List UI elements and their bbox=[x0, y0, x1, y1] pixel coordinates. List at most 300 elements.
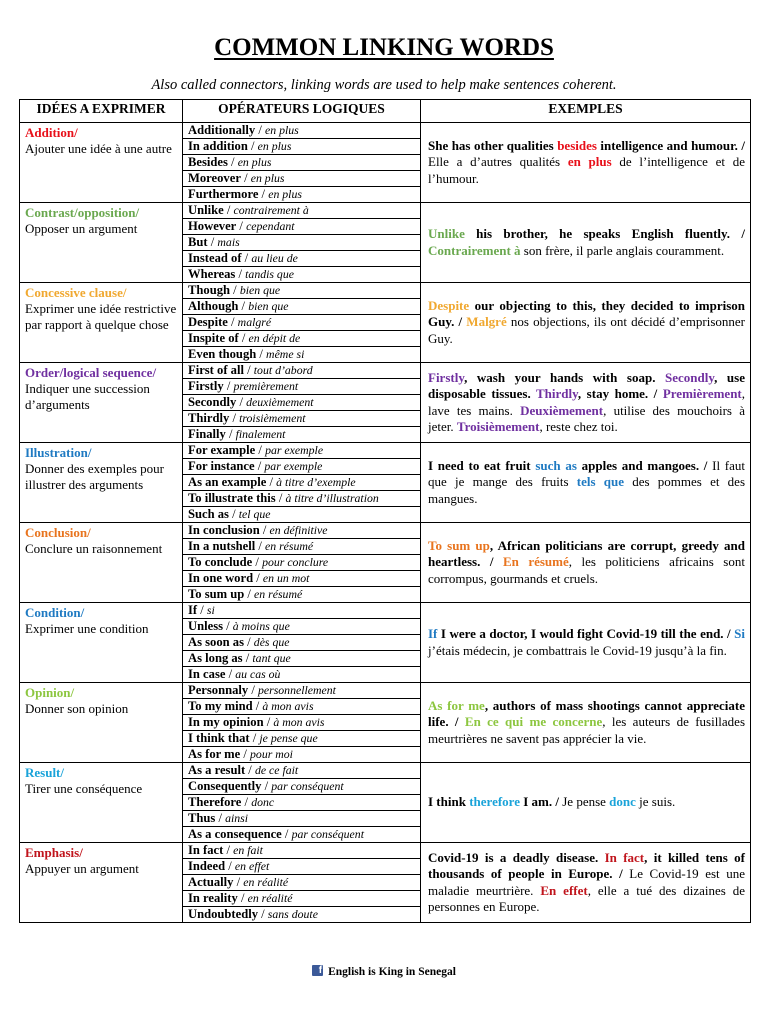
category-name: Opinion/ bbox=[25, 685, 75, 700]
operators-cell bbox=[183, 603, 421, 683]
operator-row bbox=[183, 315, 420, 331]
category-cell bbox=[20, 523, 183, 603]
operators-cell bbox=[183, 203, 421, 283]
category-description: Opposer un argument bbox=[25, 221, 138, 236]
category-description: Exprimer une condition bbox=[25, 621, 149, 636]
operator-french: mais bbox=[217, 235, 240, 249]
operator-french: finalement bbox=[235, 427, 286, 441]
operator-row bbox=[183, 635, 420, 651]
example-text bbox=[421, 850, 750, 915]
example-highlight: Premièrement bbox=[662, 386, 742, 402]
facebook-icon: f bbox=[312, 965, 323, 976]
operator-french: en résumé bbox=[265, 539, 314, 553]
operator-row bbox=[183, 587, 420, 603]
table-row bbox=[20, 363, 751, 443]
operator-english: For instance bbox=[188, 459, 255, 473]
operator-item bbox=[183, 699, 420, 715]
operator-separator: / bbox=[266, 475, 277, 489]
operator-french: sans doute bbox=[267, 907, 318, 921]
operator-separator: / bbox=[261, 779, 272, 793]
example-highlight: such as bbox=[535, 458, 577, 474]
footer bbox=[0, 965, 768, 979]
operator-row bbox=[183, 155, 420, 171]
example-highlight: therefore bbox=[469, 794, 520, 810]
operator-row bbox=[183, 187, 420, 203]
operator-french: à mon avis bbox=[273, 715, 325, 729]
operator-separator: / bbox=[197, 603, 207, 617]
operators-cell bbox=[183, 683, 421, 763]
operator-item bbox=[183, 363, 420, 379]
operator-row bbox=[183, 795, 420, 811]
example-highlight: En effet bbox=[540, 882, 588, 898]
operator-french: en fait bbox=[233, 843, 263, 857]
operator-french: en plus bbox=[264, 123, 299, 137]
category-description: Donner des exemples pour illustrer des arguments bbox=[25, 461, 164, 492]
operator-item bbox=[183, 587, 420, 603]
operator-separator: / bbox=[207, 235, 218, 249]
category-description: Donner son opinion bbox=[25, 701, 129, 716]
operator-row bbox=[183, 507, 420, 523]
example-segment: , wash your hands with soap. bbox=[464, 369, 665, 385]
example-highlight: As for me bbox=[428, 698, 485, 714]
operator-english: In reality bbox=[188, 891, 238, 905]
operator-separator: / bbox=[281, 827, 292, 841]
operator-french: en réalité bbox=[247, 891, 293, 905]
operator-english: In a nutshell bbox=[188, 539, 256, 553]
operator-english: In case bbox=[188, 667, 226, 681]
operator-row bbox=[183, 683, 420, 699]
operator-separator: / bbox=[242, 651, 253, 665]
operator-french: en plus bbox=[268, 187, 302, 201]
operator-english: First of all bbox=[188, 363, 244, 377]
operator-separator: / bbox=[215, 811, 226, 825]
category-name: Illustration/ bbox=[25, 445, 92, 460]
example-segment: je suis. bbox=[635, 794, 676, 810]
operator-row bbox=[183, 907, 420, 923]
example-highlight: Unlike bbox=[428, 226, 465, 242]
operator-item bbox=[183, 155, 420, 171]
example-segment: , les auteurs de fusillades meurtrières ne savent pas apprécier la vie. bbox=[428, 714, 746, 746]
operator-item bbox=[183, 555, 420, 571]
operator-french: contrairement à bbox=[233, 203, 309, 217]
category-cell bbox=[20, 763, 183, 843]
operator-english: Whereas bbox=[188, 267, 236, 281]
operator-row bbox=[183, 459, 420, 475]
operator-item bbox=[183, 635, 420, 651]
operator-french: en plus bbox=[237, 155, 272, 169]
operator-row bbox=[183, 443, 420, 459]
example-highlight: Thirdly bbox=[535, 386, 578, 402]
operator-separator: / bbox=[256, 347, 267, 361]
operator-separator: / bbox=[228, 507, 239, 521]
operator-french: tout d’abord bbox=[253, 363, 313, 377]
table-header-row bbox=[20, 100, 751, 123]
example-segment: Il faut que je mange des fruits bbox=[428, 458, 745, 490]
operator-row bbox=[183, 203, 420, 219]
category-description: Tirer une conséquence bbox=[25, 781, 143, 796]
category-name: Contrast/opposition/ bbox=[25, 205, 140, 220]
table-row bbox=[20, 523, 751, 603]
operator-row bbox=[183, 491, 420, 507]
example-cell bbox=[421, 203, 751, 283]
operators-cell bbox=[183, 363, 421, 443]
operator-french: malgré bbox=[237, 315, 272, 329]
operator-separator: / bbox=[255, 539, 265, 553]
operator-english: Therefore bbox=[188, 795, 242, 809]
operator-item bbox=[183, 459, 420, 475]
operator-item bbox=[183, 331, 420, 347]
column-header-operators: OPÉRATEURS LOGIQUES bbox=[183, 100, 421, 123]
operator-french: si bbox=[206, 603, 215, 617]
example-text bbox=[421, 794, 750, 810]
operator-english: Even though bbox=[188, 347, 257, 361]
operators-list bbox=[183, 843, 420, 922]
operator-english: Furthermore bbox=[188, 187, 259, 201]
operator-separator: / bbox=[258, 187, 269, 201]
category-description: Indiquer une succession d’arguments bbox=[25, 381, 150, 412]
example-segment: des pommes et des mangues. bbox=[428, 474, 746, 506]
operator-french: pour moi bbox=[250, 747, 293, 761]
operators-list bbox=[183, 603, 420, 682]
operator-row bbox=[183, 779, 420, 795]
operator-row bbox=[183, 123, 420, 139]
operator-french: par exemple bbox=[264, 459, 323, 473]
operator-row bbox=[183, 843, 420, 859]
operator-item bbox=[183, 523, 420, 539]
operator-item bbox=[183, 603, 420, 619]
example-highlight: En résumé bbox=[502, 554, 569, 570]
operator-row bbox=[183, 267, 420, 283]
operator-item bbox=[183, 779, 420, 795]
column-header-examples: EXEMPLES bbox=[421, 100, 751, 123]
example-segment: Je pense bbox=[562, 794, 610, 810]
operator-english: Such as bbox=[188, 507, 229, 521]
example-highlight: Malgré bbox=[466, 314, 507, 330]
operator-english: Personnaly bbox=[188, 683, 249, 697]
operator-separator: / bbox=[225, 667, 236, 681]
operator-item bbox=[183, 859, 420, 875]
operator-separator: / bbox=[255, 123, 265, 137]
example-text bbox=[421, 626, 750, 659]
operator-row bbox=[183, 523, 420, 539]
category-description: Conclure un raisonnement bbox=[25, 541, 163, 556]
operator-item bbox=[183, 731, 420, 747]
example-segment: , les politiciens africains sont corrompus, gourmands et cruels. bbox=[428, 554, 745, 586]
category-name: Conclusion/ bbox=[25, 525, 91, 540]
operator-separator: / bbox=[225, 859, 235, 873]
table-row bbox=[20, 123, 751, 203]
operator-item bbox=[183, 715, 420, 731]
operator-separator: / bbox=[247, 139, 258, 153]
operator-english: Moreover bbox=[188, 171, 241, 185]
operators-cell bbox=[183, 763, 421, 843]
operator-french: dès que bbox=[253, 635, 290, 649]
page-subtitle: Also called connectors, linking words are used to help make sentences coherent. bbox=[151, 77, 617, 93]
operator-english: Consequently bbox=[188, 779, 262, 793]
operator-row bbox=[183, 891, 420, 907]
category-name: Result/ bbox=[25, 765, 64, 780]
operator-row bbox=[183, 715, 420, 731]
operator-item bbox=[183, 427, 420, 443]
example-segment: I am. / bbox=[519, 794, 563, 810]
operator-separator: / bbox=[223, 843, 234, 857]
example-text bbox=[421, 138, 750, 187]
operator-english: But bbox=[188, 235, 208, 249]
operator-english: Actually bbox=[188, 875, 234, 889]
operators-list bbox=[183, 283, 420, 362]
example-highlight: Si bbox=[734, 626, 745, 642]
example-cell bbox=[421, 123, 751, 203]
operator-english: Finally bbox=[188, 427, 226, 441]
example-segment: , elle a tué des dizaines de personnes en Europe. bbox=[428, 882, 746, 914]
example-segment: intelligence and humour. / bbox=[596, 138, 745, 154]
operator-separator: / bbox=[243, 363, 254, 377]
operator-item bbox=[183, 299, 420, 315]
operator-separator: / bbox=[238, 299, 249, 313]
operator-french: deuxièmement bbox=[246, 395, 314, 409]
operators-cell bbox=[183, 123, 421, 203]
example-segment: , utilise des mouchoirs à jeter. bbox=[428, 402, 745, 434]
operator-row bbox=[183, 475, 420, 491]
operator-item bbox=[183, 875, 420, 891]
operator-french: à mon avis bbox=[262, 699, 314, 713]
table-row bbox=[20, 763, 751, 843]
operator-item bbox=[183, 683, 420, 699]
example-cell bbox=[421, 363, 751, 443]
operator-french: par exemple bbox=[265, 443, 324, 457]
example-text bbox=[421, 370, 750, 435]
example-segment: , lave tes mains. bbox=[428, 386, 745, 418]
operator-separator: / bbox=[244, 587, 255, 601]
example-segment: de l’intelligence et de l’humour. bbox=[428, 154, 745, 186]
operator-separator: / bbox=[233, 875, 244, 889]
example-segment: , stay home. / bbox=[577, 386, 663, 402]
category-description: Appuyer un argument bbox=[25, 861, 139, 876]
category-name: Order/logical sequence/ bbox=[25, 365, 157, 380]
operator-separator: / bbox=[236, 219, 247, 233]
table-row bbox=[20, 603, 751, 683]
operator-row bbox=[183, 235, 420, 251]
operator-item bbox=[183, 539, 420, 555]
example-segment: son frère, il parle anglais couramment. bbox=[520, 242, 725, 258]
operator-separator: / bbox=[240, 171, 251, 185]
operator-english: I think that bbox=[188, 731, 250, 745]
example-cell bbox=[421, 843, 751, 923]
operator-english: Unless bbox=[188, 619, 223, 633]
operator-english: For example bbox=[188, 443, 256, 457]
example-segment: nos objections, ils ont décidé d’emprisonner Guy. bbox=[428, 314, 745, 346]
example-highlight: donc bbox=[609, 794, 636, 810]
operator-english: Thus bbox=[188, 811, 216, 825]
operator-french: bien que bbox=[239, 283, 281, 297]
category-cell bbox=[20, 603, 183, 683]
operator-english: Besides bbox=[188, 155, 228, 169]
example-highlight: besides bbox=[557, 138, 597, 154]
operator-english: Inspite of bbox=[188, 331, 239, 345]
operator-english: As an example bbox=[188, 475, 267, 489]
category-cell bbox=[20, 123, 183, 203]
operator-row bbox=[183, 571, 420, 587]
operator-item bbox=[183, 347, 420, 363]
operator-row bbox=[183, 651, 420, 667]
operator-french: à moins que bbox=[232, 619, 290, 633]
operator-french: de ce fait bbox=[254, 763, 299, 777]
operator-separator: / bbox=[275, 491, 286, 505]
example-segment: I need to eat fruit bbox=[428, 458, 536, 474]
linking-words-table bbox=[19, 99, 751, 923]
example-segment: our objecting to this, they decided to imprison Guy. / bbox=[428, 298, 745, 330]
operator-item bbox=[183, 379, 420, 395]
operator-french: en résumé bbox=[254, 587, 303, 601]
operator-english: To sum up bbox=[188, 587, 245, 601]
operator-item bbox=[183, 827, 420, 843]
footer-text: English is King in Senegal bbox=[328, 966, 456, 978]
operator-item bbox=[183, 315, 420, 331]
example-highlight: In fact bbox=[604, 849, 645, 865]
operator-french: troisièmement bbox=[239, 411, 306, 425]
operator-separator: / bbox=[248, 683, 258, 697]
example-highlight: Despite bbox=[428, 298, 470, 314]
operator-row bbox=[183, 395, 420, 411]
example-segment: Covid-19 is a deadly disease. bbox=[428, 849, 605, 865]
operator-separator: / bbox=[236, 395, 247, 409]
operator-row bbox=[183, 827, 420, 843]
category-name: Condition/ bbox=[25, 605, 85, 620]
example-text bbox=[421, 298, 750, 347]
operator-separator: / bbox=[237, 891, 248, 905]
operator-item bbox=[183, 571, 420, 587]
operator-separator: / bbox=[244, 635, 254, 649]
operator-item bbox=[183, 491, 420, 507]
operator-french: à titre d’exemple bbox=[276, 475, 356, 489]
operator-french: pour conclure bbox=[262, 555, 329, 569]
operator-english: As a consequence bbox=[188, 827, 282, 841]
operator-english: In my opinion bbox=[188, 715, 264, 729]
operator-separator: / bbox=[240, 747, 251, 761]
operator-french: en un mot bbox=[262, 571, 310, 585]
category-cell bbox=[20, 683, 183, 763]
table-row bbox=[20, 203, 751, 283]
operator-separator: / bbox=[235, 267, 246, 281]
example-highlight: To sum up bbox=[428, 538, 490, 554]
operator-row bbox=[183, 875, 420, 891]
operators-list bbox=[183, 763, 420, 842]
category-description: Exprimer une idée restrictive par rapport à quelque chose bbox=[25, 301, 177, 332]
operator-separator: / bbox=[255, 443, 266, 457]
table-row bbox=[20, 443, 751, 523]
operator-english: Indeed bbox=[188, 859, 226, 873]
operator-english: In conclusion bbox=[188, 523, 260, 537]
operator-separator: / bbox=[252, 699, 263, 713]
example-segment: apples and mangoes. / bbox=[576, 458, 713, 474]
operator-french: tel que bbox=[238, 507, 271, 521]
operator-separator: / bbox=[245, 763, 255, 777]
operator-item bbox=[183, 619, 420, 635]
operator-row bbox=[183, 555, 420, 571]
example-text bbox=[421, 226, 750, 259]
operators-list bbox=[183, 123, 420, 202]
example-highlight: Troisièmement bbox=[456, 418, 540, 434]
operator-french: personnellement bbox=[257, 683, 336, 697]
operator-french: par conséquent bbox=[291, 827, 364, 841]
category-cell bbox=[20, 363, 183, 443]
example-segment: I think bbox=[428, 794, 470, 810]
operator-item bbox=[183, 203, 420, 219]
category-cell bbox=[20, 843, 183, 923]
operator-english: Despite bbox=[188, 315, 228, 329]
page-title: COMMON LINKING WORDS bbox=[214, 34, 554, 61]
operator-row bbox=[183, 283, 420, 299]
operator-french: en effet bbox=[234, 859, 270, 873]
example-highlight: If bbox=[428, 626, 438, 642]
example-segment: , it killed tens of thousands of people in Europe. / bbox=[428, 849, 746, 882]
operator-row bbox=[183, 667, 420, 683]
example-segment: She has other qualities bbox=[428, 138, 558, 154]
operators-list bbox=[183, 523, 420, 602]
operator-row bbox=[183, 539, 420, 555]
example-segment: I were a doctor, I would fight Covid-19 till the end. / bbox=[437, 626, 735, 642]
operator-item bbox=[183, 811, 420, 827]
operator-french: premièrement bbox=[233, 379, 299, 393]
category-description: Ajouter une idée à une autre bbox=[25, 141, 172, 156]
operator-english: As for me bbox=[188, 747, 241, 761]
operator-english: Unlike bbox=[188, 203, 224, 217]
operator-english: As a result bbox=[188, 763, 246, 777]
operator-item bbox=[183, 667, 420, 683]
operator-english: To my mind bbox=[188, 699, 253, 713]
operator-item bbox=[183, 475, 420, 491]
operator-item bbox=[183, 907, 420, 923]
operator-english: Firstly bbox=[188, 379, 224, 393]
operator-item bbox=[183, 443, 420, 459]
operators-list bbox=[183, 683, 420, 762]
operator-separator: / bbox=[258, 907, 268, 921]
category-cell bbox=[20, 203, 183, 283]
operator-item bbox=[183, 507, 420, 523]
operator-separator: / bbox=[230, 283, 240, 297]
operator-french: tandis que bbox=[245, 267, 294, 281]
category-cell bbox=[20, 443, 183, 523]
example-highlight: Contrairement à bbox=[428, 242, 521, 258]
example-text bbox=[421, 458, 750, 507]
operator-separator: / bbox=[263, 715, 274, 729]
operator-item bbox=[183, 747, 420, 763]
operator-english: As long as bbox=[188, 651, 243, 665]
operators-cell bbox=[183, 443, 421, 523]
example-highlight: Deuxièmement bbox=[520, 402, 604, 418]
category-name: Emphasis/ bbox=[25, 845, 83, 860]
example-segment: , African politicians are corrupt, greedy and heartless. / bbox=[428, 538, 745, 570]
example-segment: , reste chez toi. bbox=[539, 418, 618, 434]
example-cell bbox=[421, 443, 751, 523]
operator-english: In one word bbox=[188, 571, 254, 585]
operator-separator: / bbox=[259, 523, 270, 537]
operator-item bbox=[183, 219, 420, 235]
operators-list bbox=[183, 203, 420, 282]
operator-separator: / bbox=[227, 315, 238, 329]
operator-french: cependant bbox=[246, 219, 295, 233]
operator-separator: / bbox=[252, 555, 263, 569]
operator-separator: / bbox=[253, 571, 263, 585]
operator-item bbox=[183, 171, 420, 187]
table-body bbox=[20, 123, 751, 923]
operator-row bbox=[183, 763, 420, 779]
operators-list bbox=[183, 363, 420, 442]
operator-french: donc bbox=[251, 795, 275, 809]
example-highlight: en plus bbox=[567, 154, 612, 170]
operator-item bbox=[183, 651, 420, 667]
operator-french: tant que bbox=[252, 651, 291, 665]
